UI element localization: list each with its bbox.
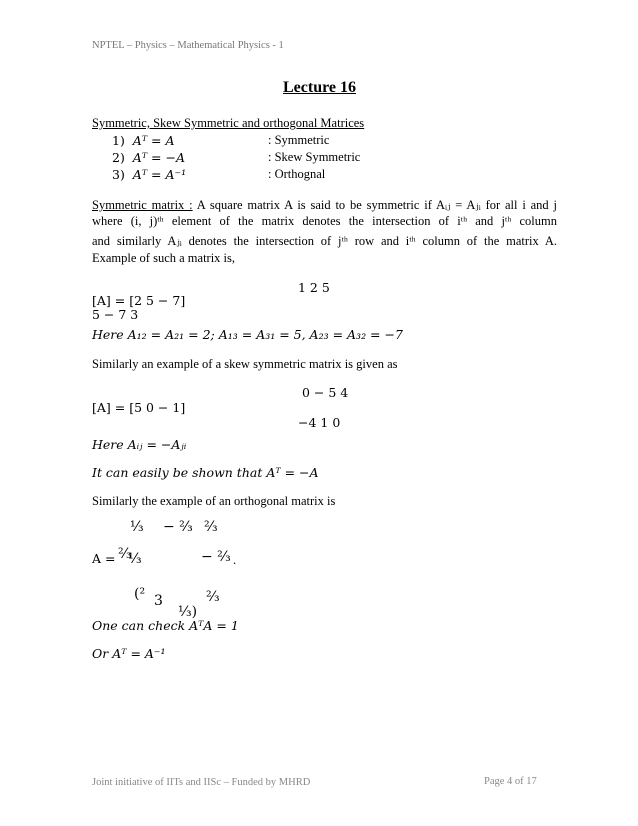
page-number: Page 4 of 17 xyxy=(484,776,537,787)
matrix-entry: ¹⁄₃ xyxy=(128,551,142,567)
list-expr: Aᵀ = −A xyxy=(132,150,185,165)
paragraph-line: where (i, j)ᵗʰ element of the matrix denotes the intersection of iᵗʰ and jᵗʰ column xyxy=(92,214,557,228)
list-expr: Aᵀ = A⁻¹ xyxy=(132,167,187,182)
paragraph-line xyxy=(92,197,557,213)
matrix-entry: ²⁄₃ xyxy=(204,519,218,535)
matrix-entry: ¹⁄₃) xyxy=(178,604,198,620)
here-statement: Here A₁₂ = A₂₁ = 2; A₁₃ = A₃₁ = 5, A₂₃ = A₃₂ = −7 xyxy=(92,327,403,342)
list-number: 3) xyxy=(112,167,125,182)
matrix-entry: ²⁄₃ xyxy=(206,589,220,605)
matrix-entry: ¹⁄₃ xyxy=(130,519,144,535)
matrix-entry: − ²⁄₃ xyxy=(201,549,231,565)
matrix-lhs: A = xyxy=(92,551,116,566)
list-expr: Aᵀ = A xyxy=(132,133,175,148)
section-heading: Symmetric, Skew Symmetric and orthogonal Matrices xyxy=(92,116,365,130)
list-item xyxy=(112,167,186,182)
list-number: 2) xyxy=(112,150,125,165)
matrix-row: [A] = [5 0 − 1] xyxy=(92,400,186,415)
list-label: : Symmetric xyxy=(268,133,330,147)
inverse-statement: Or Aᵀ = A⁻¹ xyxy=(92,646,166,661)
matrix-entry: (² xyxy=(134,586,146,602)
shown-statement: It can easily be shown that Aᵀ = −A xyxy=(92,465,319,480)
matrix-entry: − ²⁄₃ xyxy=(163,519,193,535)
list-number: 1) xyxy=(112,133,125,148)
lecture-title: Lecture 16 xyxy=(283,79,357,96)
matrix-row: 0 − 5 4 xyxy=(302,385,349,400)
skew-intro: Similarly an example of a skew symmetric matrix is given as xyxy=(92,357,398,371)
matrix-row: 5 − 7 3 xyxy=(92,307,139,322)
paragraph-line: and similarly Aⱼᵢ denotes the intersection of jᵗʰ row and iᵗʰ column of the matrix A. xyxy=(92,234,557,248)
ortho-intro: Similarly the example of an orthogonal matrix is xyxy=(92,494,336,508)
term-label: Symmetric matrix : xyxy=(92,198,193,212)
page-header: NPTEL – Physics – Mathematical Physics - 1 xyxy=(92,40,284,51)
list-label: : Skew Symmetric xyxy=(268,150,361,164)
matrix-row: 1 2 5 xyxy=(298,280,330,295)
check-statement: One can check AᵀA = 1 xyxy=(92,618,239,633)
matrix-entry: ²⁄₃ xyxy=(118,546,132,562)
list-label: : Orthognal xyxy=(268,167,326,181)
matrix-entry: 3 xyxy=(154,593,163,609)
here-statement: Here Aᵢⱼ = −Aⱼᵢ xyxy=(92,437,187,452)
list-item xyxy=(112,150,185,165)
list-item xyxy=(112,133,175,148)
matrix-period: . xyxy=(233,553,237,567)
matrix-row: −4 1 0 xyxy=(298,415,341,430)
paragraph-line: Example of such a matrix is, xyxy=(92,251,236,265)
footer-credit: Joint initiative of IITs and IISc – Funded by MHRD xyxy=(92,777,311,788)
matrix-row: [A] = [2 5 − 7] xyxy=(92,293,186,308)
paragraph-text: A square matrix A is said to be symmetric if Aᵢⱼ = Aⱼᵢ for all i and j xyxy=(196,198,557,212)
